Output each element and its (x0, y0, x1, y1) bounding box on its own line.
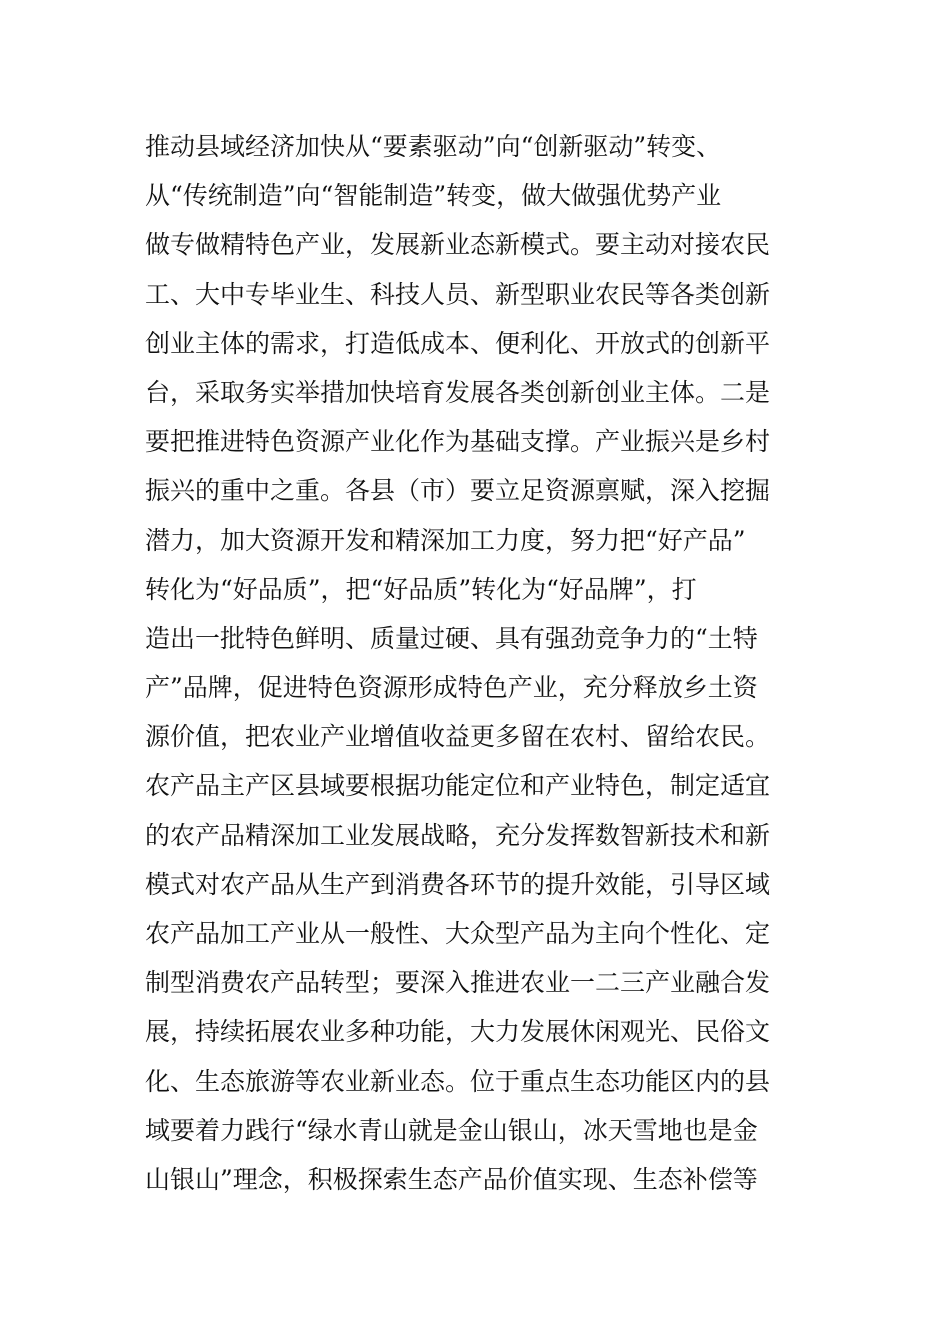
text-line: 山银山”理念，积极探索生态产品价值实现、生态补偿等 (145, 1164, 758, 1194)
text-line: 做专做精特色产业，发展新业态新模式。要主动对接农民 (145, 230, 771, 260)
text-line: 推动县域经济加快从“要素驱动”向“创新驱动”转变、 (145, 132, 722, 161)
text-line: 台，采取务实举措加快培育发展各类创新创业主体。二是 (145, 377, 771, 407)
text-line: 创业主体的需求，打造低成本、便利化、开放式的创新平 (145, 328, 771, 358)
text-line: 产”品牌，促进特色资源形成特色产业，充分释放乡土资 (145, 673, 758, 703)
text-line: 的农产品精深加工业发展战略，充分发挥数智新技术和新 (145, 820, 771, 850)
text-line: 振兴的重中之重。各县（市）要立足资源禀赋，深入挖掘 (145, 476, 771, 506)
text-line: 农产品加工产业从一般性、大众型产品为主向个性化、定 (145, 919, 771, 948)
text-line: 潜力，加大资源开发和精深加工力度，努力把“好产品” (145, 525, 746, 555)
text-line: 模式对农产品从生产到消费各环节的提升效能，引导区域 (145, 869, 771, 899)
text-line: 造出一批特色鲜明、质量过硬、具有强劲竞争力的“土特 (145, 623, 758, 653)
text-line: 转化为“好品质”，把“好品质”转化为“好品牌”，打 (145, 574, 697, 604)
text-line: 要把推进特色资源产业化作为基础支撑。产业振兴是乡村 (145, 427, 771, 457)
text-line: 展，持续拓展农业多种功能，大力发展休闲观光、民俗文 (145, 1017, 771, 1047)
body-text (145, 122, 815, 1204)
text-line: 从“传统制造”向“智能制造”转变，做大做强优势产业 (145, 181, 722, 211)
text-line: 化、生态旅游等农业新业态。位于重点生态功能区内的县 (145, 1066, 771, 1096)
text-line: 源价值，把农业产业增值收益更多留在农村、留给农民。 (145, 722, 771, 752)
text-line: 农产品主产区县域要根据功能定位和产业特色，制定适宜 (145, 771, 771, 801)
text-line: 工、大中专毕业生、科技人员、新型职业农民等各类创新 (145, 279, 771, 309)
text-line: 制型消费农产品转型；要深入推进农业一二三产业融合发 (145, 968, 771, 998)
text-line: 域要着力践行“绿水青山就是金山银山，冰天雪地也是金 (145, 1115, 758, 1145)
